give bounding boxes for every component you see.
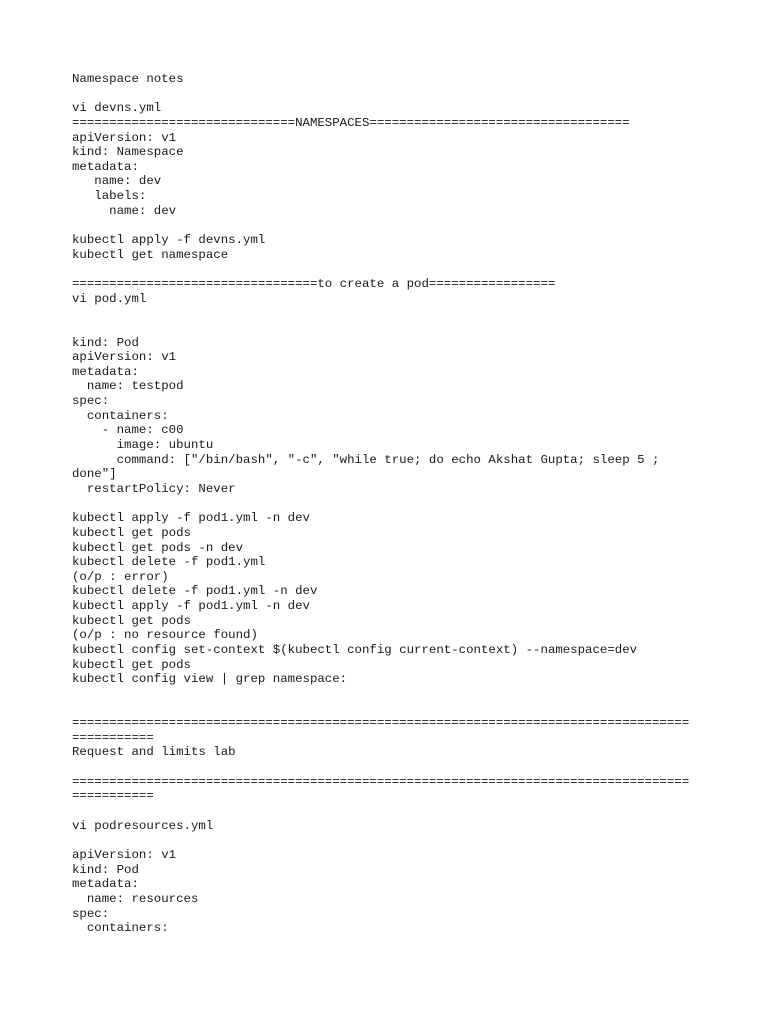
text-line: kubectl apply -f pod1.yml -n dev [72, 511, 310, 526]
text-line [72, 87, 752, 102]
text-line: labels: [72, 189, 147, 204]
text-line: (o/p : error) [72, 569, 169, 584]
text-line: kubectl apply -f devns.yml [72, 233, 266, 248]
text-line: done"] [72, 467, 117, 482]
text-line: kubectl config set-context $(kubectl config current-context) --namespace=dev [72, 642, 638, 657]
text-line: containers: [72, 408, 169, 423]
text-line: =================================to create a pod================= [72, 276, 556, 291]
text-line [72, 497, 752, 512]
text-line: kubectl get namespace [72, 247, 229, 262]
text-line: kubectl get pods [72, 613, 191, 628]
text-line [72, 804, 752, 819]
text-line: kubectl apply -f pod1.yml -n dev [72, 599, 310, 614]
text-line: command: ["/bin/bash", "-c", "while true; do echo Akshat Gupta; sleep 5 ; [72, 452, 660, 467]
text-line: ==============================NAMESPACES=================================== [72, 115, 630, 130]
text-line: spec: [72, 906, 110, 921]
text-line: =========== [72, 789, 154, 804]
text-line: metadata: [72, 877, 139, 892]
text-line [72, 321, 752, 336]
document-body [72, 72, 752, 936]
text-line: name: dev [72, 174, 162, 189]
text-line: =================================================================================== [72, 774, 690, 789]
text-line [72, 833, 752, 848]
text-line [72, 687, 752, 702]
text-line: name: dev [72, 203, 177, 218]
text-line: =================================================================================== [72, 716, 690, 731]
text-line: name: resources [72, 891, 199, 906]
text-line [72, 306, 752, 321]
text-line: kubectl get pods [72, 657, 191, 672]
text-line: kubectl delete -f pod1.yml -n dev [72, 584, 318, 599]
text-line [72, 760, 752, 775]
text-line: kind: Namespace [72, 145, 184, 160]
text-line: apiVersion: v1 [72, 847, 177, 862]
text-line [72, 262, 752, 277]
text-line: kubectl get pods [72, 525, 191, 540]
text-line [72, 702, 752, 717]
text-line: kind: Pod [72, 335, 139, 350]
text-line: metadata: [72, 364, 139, 379]
text-line: kubectl get pods -n dev [72, 540, 244, 555]
text-line: kind: Pod [72, 862, 139, 877]
text-line: image: ubuntu [72, 438, 214, 453]
text-line: Request and limits lab [72, 745, 236, 760]
text-line: kubectl config view | grep namespace: [72, 672, 348, 687]
text-line: kubectl delete -f pod1.yml [72, 555, 266, 570]
text-line: =========== [72, 730, 154, 745]
text-line: name: testpod [72, 379, 184, 394]
text-line: (o/p : no resource found) [72, 628, 258, 643]
text-line: spec: [72, 394, 110, 409]
text-line: containers: [72, 921, 169, 936]
text-line [72, 218, 752, 233]
text-line: apiVersion: v1 [72, 130, 177, 145]
text-line: vi pod.yml [72, 291, 147, 306]
text-line: apiVersion: v1 [72, 350, 177, 365]
text-line: restartPolicy: Never [72, 481, 236, 496]
text-line: metadata: [72, 159, 139, 174]
text-line: vi devns.yml [72, 101, 162, 116]
text-line: Namespace notes [72, 72, 184, 86]
text-line: vi podresources.yml [72, 818, 214, 833]
text-line: - name: c00 [72, 423, 184, 438]
